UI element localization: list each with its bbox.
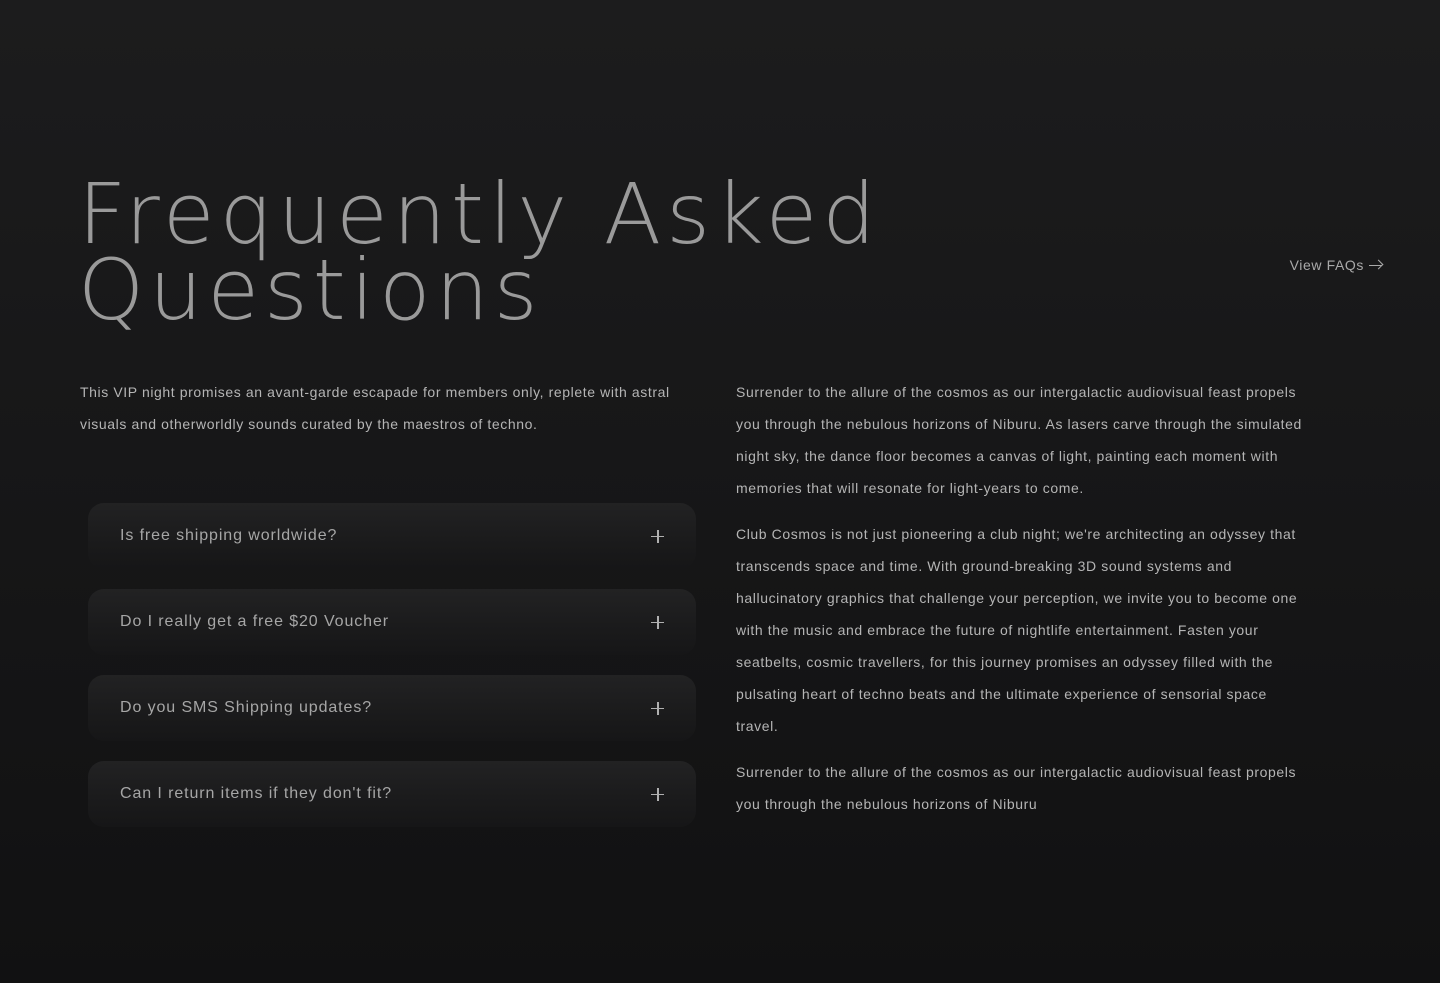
faq-item-sms-updates[interactable] — [88, 675, 696, 741]
page-title — [78, 165, 881, 339]
faq-question: Is free shipping worldwide? — [120, 527, 338, 544]
faq-list — [88, 503, 696, 847]
description-column — [736, 376, 1304, 834]
view-faqs-label: View FAQs — [1289, 257, 1364, 273]
description-paragraph-3: Surrender to the allure of the cosmos as our intergalactic audiovisual feast propels you through the nebulous horizons of Niburu — [736, 764, 1297, 812]
faq-item-returns[interactable] — [88, 761, 696, 827]
faq-question: Do I really get a free $20 Voucher — [120, 613, 389, 630]
page-title-line-1: Frequently Asked — [78, 165, 881, 263]
plus-icon[interactable] — [651, 702, 664, 715]
arrow-right-icon — [1369, 260, 1383, 270]
view-faqs-link[interactable] — [1290, 257, 1383, 273]
intro-text: This VIP night promises an avant-garde escapade for members only, replete with astral visuals and otherworldly sounds curated by the maestros of techno. — [80, 384, 670, 432]
description-paragraph-2: Club Cosmos is not just pioneering a club night; we're architecting an odyssey that transcends space and time. With ground-breaking 3D sound systems and hallucinatory graphics that challenge your perception, we invite you to become one with the music and embrace the future of nightlife entertainment. Fasten your seatbelts, cosmic travellers, for this journey promises an odyssey filled with the pulsating heart of techno beats and the ultimate experience of sensorial space travel. — [736, 526, 1298, 734]
plus-icon[interactable] — [651, 530, 664, 543]
plus-icon[interactable] — [651, 616, 664, 629]
faq-item-free-shipping[interactable] — [88, 503, 696, 569]
faq-question: Can I return items if they don't fit? — [120, 785, 393, 802]
faq-question: Do you SMS Shipping updates? — [120, 699, 373, 716]
description-paragraph-1: Surrender to the allure of the cosmos as our intergalactic audiovisual feast propels you through the nebulous horizons of Niburu. As lasers carve through the simulated night sky, the dance floor becomes a canvas of light, painting each moment with memories that will resonate for light-years to come. — [736, 384, 1302, 496]
page-title-line-2: Questions — [78, 241, 543, 339]
faq-item-voucher[interactable] — [88, 589, 696, 655]
plus-icon[interactable] — [651, 788, 664, 801]
